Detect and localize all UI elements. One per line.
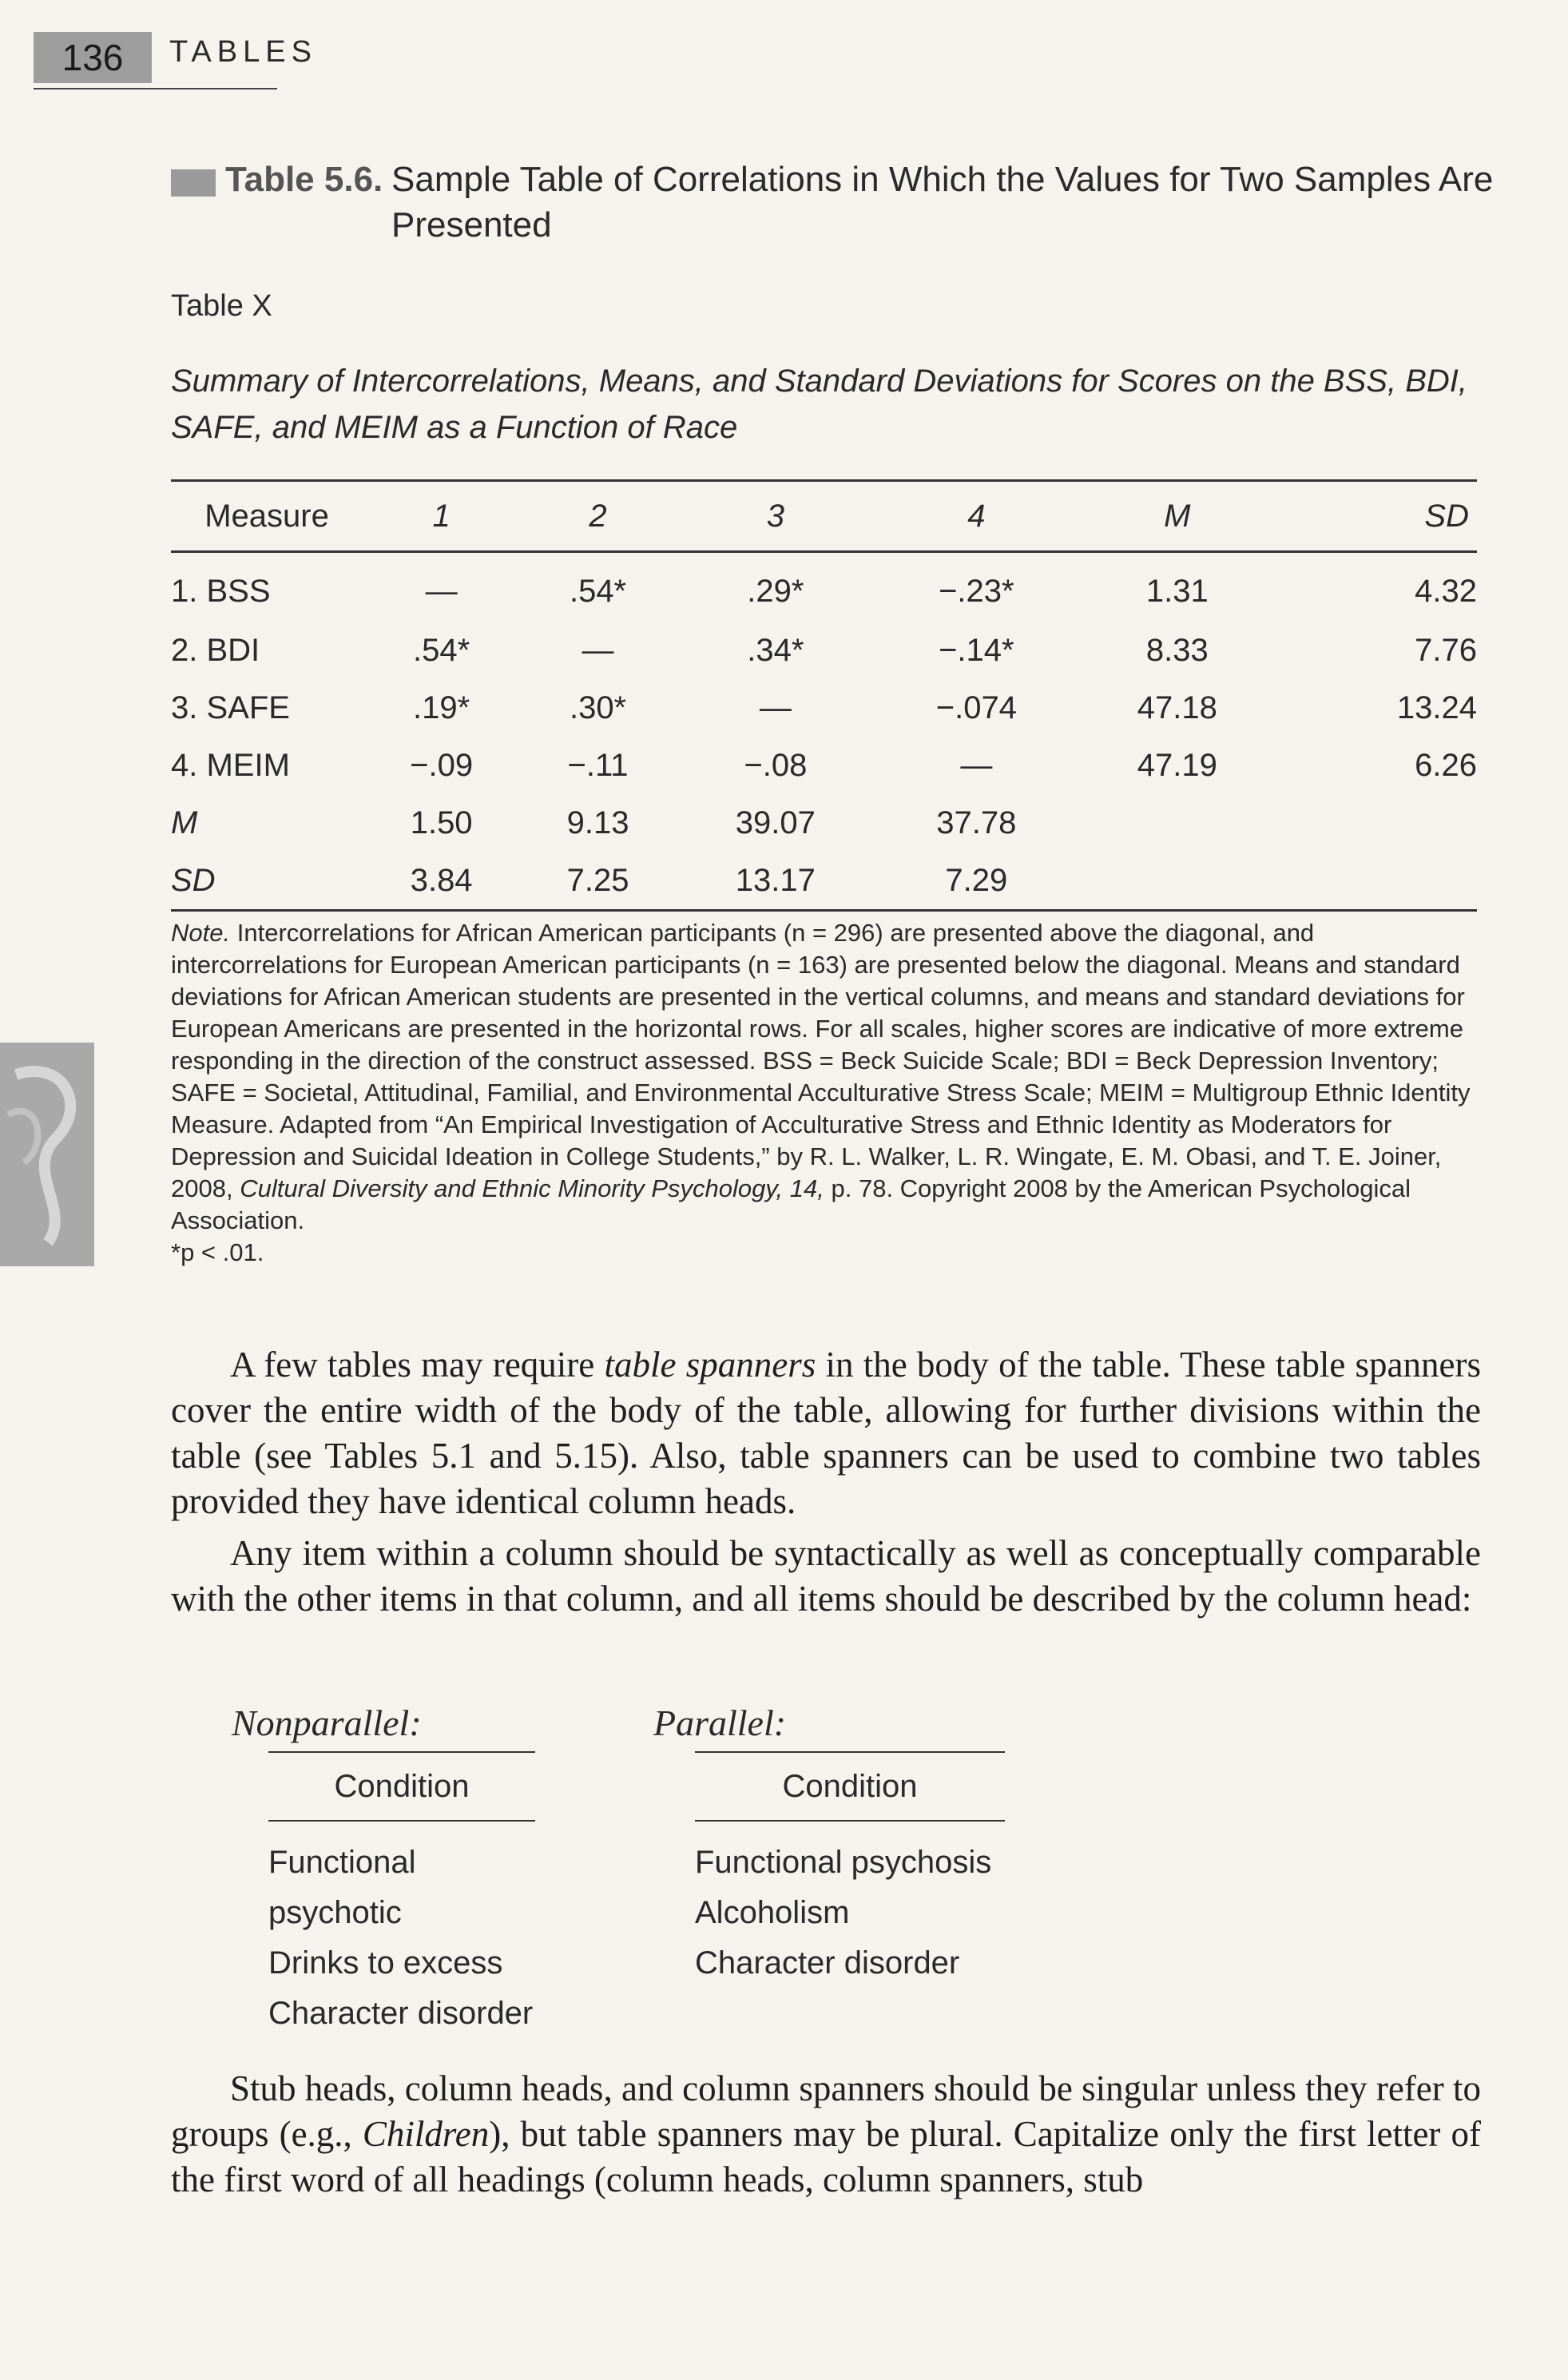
list-item: Character disorder: [695, 1945, 960, 1981]
column-head-measure: Measure: [204, 498, 329, 534]
header-rule: [34, 88, 277, 89]
probability-footnote: *p < .01.: [171, 1238, 264, 1266]
divider: [695, 1820, 1005, 1822]
table-row: [171, 679, 1477, 737]
page-number: 136: [34, 32, 152, 83]
table-cell: [1277, 794, 1477, 852]
row-label: M: [171, 805, 198, 840]
table-cell: 37.78: [936, 805, 1017, 840]
table-cell: [1078, 852, 1277, 911]
note-tail: p. 78. Copyright 2008 by the American Psychological Association.: [171, 1174, 1411, 1234]
column-head-sd: SD: [1424, 498, 1469, 534]
parallel-heading: Parallel:: [653, 1703, 787, 1743]
running-head: TABLES: [169, 35, 317, 69]
table-cell: 6.26: [1415, 747, 1477, 783]
column-head-1: 1: [432, 498, 451, 534]
nonparallel-heading: Nonparallel:: [232, 1703, 422, 1743]
table-note: [171, 917, 1481, 1269]
table-cell: −.074: [935, 689, 1017, 725]
table-cell: [1277, 852, 1477, 911]
table-cell: −.09: [410, 747, 474, 783]
body-paragraph-2: Any item within a column should be syntactically as well as conceptually comparable with the other items in that column, and all items should be described by the column head:: [171, 1533, 1481, 1619]
divider: [268, 1820, 535, 1822]
column-head-mean: M: [1164, 498, 1191, 534]
row-label: 2. BDI: [171, 632, 260, 668]
table-cell: −.23*: [939, 573, 1014, 609]
table-cell: .29*: [747, 573, 804, 609]
body-paragraph-3: Stub heads, column heads, and column spanners should be singular unless they refer to groups (e.g., Children), but table spanners may be plural. Capitalize only the first letter of the first word of all headings (column heads, column spanners, stub: [171, 2068, 1481, 2199]
table-cell: .54*: [413, 632, 470, 668]
table-cell: 47.18: [1137, 689, 1217, 725]
list-item: Alcoholism: [695, 1895, 850, 1930]
row-label: 4. MEIM: [171, 747, 290, 783]
body-paragraph-1: A few tables may require table spanners in the body of the table. These table spanners cover the entire width of the body of the table, allowing for further divisions within the table (see Tables 5.1 and 5.15). Also, table spanners can be used to combine two tables provided they have identical column heads.: [171, 1345, 1481, 1521]
chapter-thumb-tab: [0, 1043, 94, 1266]
table-cell: 13.17: [735, 862, 816, 898]
table-cell: .54*: [569, 573, 627, 609]
row-label: SD: [171, 862, 216, 898]
term-children: Children: [362, 2114, 490, 2154]
row-label: 3. SAFE: [171, 689, 290, 725]
note-text: Intercorrelations for African American participants (n = 296) are presented above the diagonal, and intercorrelations for European American participants (n = 163) are presented below the diagonal. Means and standard deviations for African American students are presented in the vertical columns, and means and standard deviations for European Americans are presented in the horizontal rows. For all scales, higher scores are indicative of more extreme responding in the direction of the construct assessed. BSS = Beck Suicide Scale; BDI = Beck Depression Inventory; SAFE = Societal, Attitudinal, Familial, and Environmental Acculturative Stress Scale; MEIM = Multigroup Ethnic Identity Measure. Adapted from “An Empirical Investigation of Acculturative Stress and Ethnic Identity as Moderators for Depression and Suicidal Ideation in College Students,” by R. L. Walker, L. R. Wingate, E. M. Obasi, and T. E. Joiner, 2008,: [171, 919, 1471, 1202]
table-caption: Summary of Intercorrelations, Means, and Standard Deviations for Scores on the BSS, BDI, SAFE, and MEIM as a Function of Race: [171, 364, 1467, 445]
table-cell: 13.24: [1396, 689, 1477, 725]
table-cell: .30*: [569, 689, 627, 725]
table-cell: 7.76: [1415, 632, 1477, 668]
column-head-4: 4: [967, 498, 986, 534]
row-label: 1. BSS: [171, 573, 271, 609]
table-cell: 1.31: [1145, 573, 1209, 609]
table-cell: 47.19: [1137, 747, 1217, 783]
table-cell: −.11: [567, 747, 629, 783]
table-row: [171, 737, 1477, 794]
table-cell: —: [960, 747, 993, 783]
table-cell: −.14*: [939, 632, 1014, 668]
table-cell: 4.32: [1415, 573, 1477, 609]
table-row: [171, 552, 1477, 622]
table-cell: —: [582, 632, 614, 668]
table-label: Table 5.6.: [225, 160, 383, 199]
term-table-spanners: table spanners: [604, 1345, 816, 1385]
list-item: Character disorder: [268, 1996, 534, 2031]
table-cell: 9.13: [566, 805, 629, 840]
list-item: Functional psychosis: [695, 1845, 992, 1880]
table-cell: −.08: [744, 747, 808, 783]
table-cell: 3.84: [410, 862, 473, 898]
table-cell: 7.29: [945, 862, 1008, 898]
table-cell: 1.50: [410, 805, 473, 840]
table-number: Table X: [171, 289, 272, 323]
swirl-icon: [0, 1043, 94, 1266]
table-cell: —: [425, 573, 458, 609]
list-item: Functional psychotic: [268, 1845, 416, 1930]
note-journal: Cultural Diversity and Ethnic Minority Psychology, 14,: [240, 1174, 824, 1202]
table-cell: .19*: [413, 689, 470, 725]
table-cell: 8.33: [1145, 632, 1209, 668]
table-row: [171, 622, 1477, 679]
title-marker: [171, 169, 216, 197]
correlation-table: [171, 479, 1477, 912]
table-title: Sample Table of Correlations in Which the Values for Two Samples Are Presented: [391, 160, 1494, 244]
column-head: Condition: [334, 1769, 470, 1804]
table-header-row: [171, 481, 1477, 552]
note-label: Note.: [171, 919, 231, 947]
table-row: [171, 852, 1477, 911]
list-item: Drinks to excess: [268, 1945, 503, 1981]
table-cell: 7.25: [566, 862, 629, 898]
table-cell: —: [759, 689, 792, 725]
column-head: Condition: [782, 1769, 918, 1804]
table-cell: 39.07: [735, 805, 816, 840]
column-head-3: 3: [766, 498, 784, 534]
table-cell: .34*: [747, 632, 804, 668]
nonparallel-example: [232, 1702, 535, 2039]
parallel-example: [653, 1702, 1005, 1989]
table-row: [171, 794, 1477, 852]
column-head-2: 2: [589, 498, 607, 534]
table-cell: [1078, 794, 1277, 852]
